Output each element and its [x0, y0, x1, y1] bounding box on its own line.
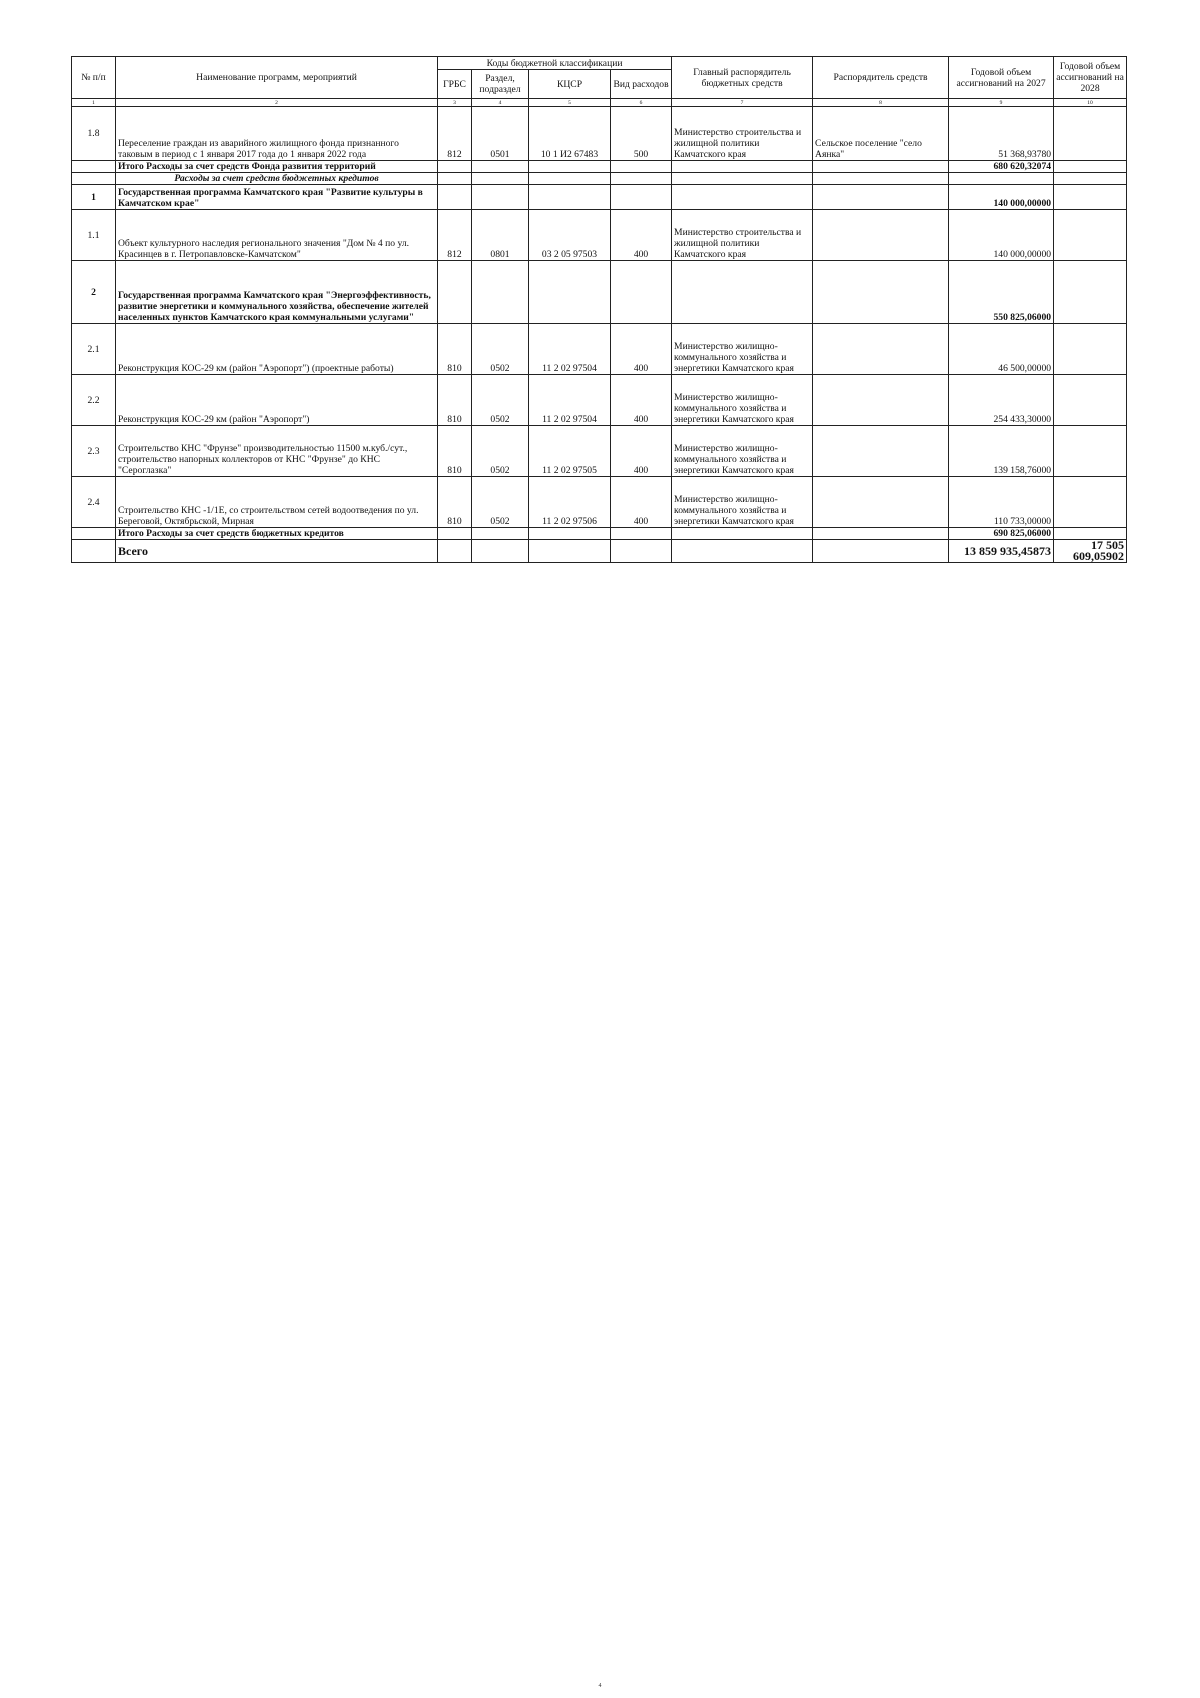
row-kcsr: 10 1 И2 67483 — [529, 107, 611, 161]
row-name: Переселение граждан из аварийного жилищного фонда признанного таковым в период с 1 января 2017 года до 1 января 2022 года — [116, 107, 438, 161]
grand-total-2027: 13 859 935,45873 — [949, 540, 1054, 563]
column-number: 3 — [438, 99, 472, 107]
table-row — [72, 477, 1127, 528]
header-2028: Годовой объем ассигнований на 2028 — [1054, 57, 1127, 99]
table-row — [72, 426, 1127, 477]
section-row — [72, 173, 1127, 185]
row-main-manager: Министерство строительства и жилищной политики Камчатского края — [672, 107, 813, 161]
row-2027: 140 000,00000 — [949, 210, 1054, 261]
subtotal-row — [72, 161, 1127, 173]
row-vid: 400 — [611, 477, 672, 528]
column-number: 10 — [1054, 99, 1127, 107]
row-razdel: 0502 — [472, 426, 529, 477]
row-grbs: 810 — [438, 477, 472, 528]
row-razdel: 0502 — [472, 324, 529, 375]
row-vid: 400 — [611, 426, 672, 477]
row-main-manager: Министерство жилищно-коммунального хозяйства и энергетики Камчатского края — [672, 375, 813, 426]
row-2027: 51 368,93780 — [949, 107, 1054, 161]
header-num: № п/п — [72, 57, 116, 99]
row-main-manager: Министерство строительства и жилищной политики Камчатского края — [672, 210, 813, 261]
grand-total-label: Всего — [116, 540, 438, 563]
grand-total-row — [72, 540, 1127, 563]
subtotal-label: Итого Расходы за счет средств бюджетных кредитов — [116, 528, 438, 540]
budget-table-sheet — [71, 56, 1126, 563]
row-2027: 139 158,76000 — [949, 426, 1054, 477]
row-2028 — [1054, 107, 1127, 161]
column-number: 4 — [472, 99, 529, 107]
subtotal-label: Итого Расходы за счет средств Фонда развития территорий — [116, 161, 438, 173]
row-num: 2.4 — [72, 477, 116, 528]
subtotal-2027: 690 825,06000 — [949, 528, 1054, 540]
row-name: Строительство КНС "Фрунзе" производительностью 11500 м.куб./сут., строительство напорных коллекторов от КНС "Фрунзе" до КНС "Сероглазка" — [116, 426, 438, 477]
header-name: Наименование программ, мероприятий — [116, 57, 438, 99]
header-razdel: Раздел, подраздел — [472, 70, 529, 99]
column-number: 9 — [949, 99, 1054, 107]
row-2027: 550 825,06000 — [949, 261, 1054, 324]
row-razdel: 0502 — [472, 477, 529, 528]
column-number: 6 — [611, 99, 672, 107]
row-num: 1.1 — [72, 210, 116, 261]
row-name: Объект культурного наследия регионального значения "Дом № 4 по ул. Красинцев в г. Петропавловске-Камчатском" — [116, 210, 438, 261]
row-name: Строительство КНС -1/1Е, со строительством сетей водоотведения по ул. Береговой, Октябрьской, Мирная — [116, 477, 438, 528]
row-num: 2.3 — [72, 426, 116, 477]
header-grbs: ГРБС — [438, 70, 472, 99]
column-number: 2 — [116, 99, 438, 107]
grand-total-2028: 17 505 609,05902 — [1054, 540, 1127, 563]
header-2027: Годовой объем ассигнований на 2027 — [949, 57, 1054, 99]
row-razdel: 0501 — [472, 107, 529, 161]
row-vid: 400 — [611, 210, 672, 261]
row-grbs: 810 — [438, 375, 472, 426]
row-vid: 400 — [611, 375, 672, 426]
row-grbs: 810 — [438, 426, 472, 477]
subtotal-2027: 680 620,32074 — [949, 161, 1054, 173]
row-grbs: 812 — [438, 210, 472, 261]
column-number-row — [72, 99, 1127, 107]
page-number: 4 — [598, 1683, 602, 1689]
row-name: Государственная программа Камчатского края "Развитие культуры в Камчатском крае" — [116, 185, 438, 210]
row-name: Государственная программа Камчатского края "Энергоэффективность, развитие энергетики и коммунального хозяйства, обеспечение жителей населенных пунктов Камчатского края коммунальными услугами" — [116, 261, 438, 324]
row-kcsr: 11 2 02 97504 — [529, 324, 611, 375]
table-row — [72, 324, 1127, 375]
row-num: 2 — [72, 261, 116, 324]
table-row — [72, 210, 1127, 261]
row-grbs: 810 — [438, 324, 472, 375]
row-kcsr: 11 2 02 97506 — [529, 477, 611, 528]
row-kcsr: 11 2 02 97505 — [529, 426, 611, 477]
row-razdel: 0801 — [472, 210, 529, 261]
table-row — [72, 107, 1127, 161]
row-2027: 110 733,00000 — [949, 477, 1054, 528]
row-num: 1 — [72, 185, 116, 210]
row-num: 2.1 — [72, 324, 116, 375]
row-manager: Сельское поселение "село Аянка" — [813, 107, 949, 161]
budget-allocation-table — [71, 56, 1127, 563]
row-num: 2.2 — [72, 375, 116, 426]
row-name: Реконструкция КОС-29 км (район "Аэропорт") — [116, 375, 438, 426]
row-main-manager: Министерство жилищно-коммунального хозяйства и энергетики Камчатского края — [672, 477, 813, 528]
subtotal-row — [72, 528, 1127, 540]
row-kcsr: 03 2 05 97503 — [529, 210, 611, 261]
row-main-manager: Министерство жилищно-коммунального хозяйства и энергетики Камчатского края — [672, 324, 813, 375]
row-razdel: 0502 — [472, 375, 529, 426]
table-row — [72, 375, 1127, 426]
column-number: 7 — [672, 99, 813, 107]
table-row — [72, 261, 1127, 324]
row-name: Реконструкция КОС-29 км (район "Аэропорт") (проектные работы) — [116, 324, 438, 375]
header-kcsr: КЦСР — [529, 70, 611, 99]
row-vid: 400 — [611, 324, 672, 375]
header-vid: Вид расходов — [611, 70, 672, 99]
row-grbs: 812 — [438, 107, 472, 161]
column-number: 8 — [813, 99, 949, 107]
row-vid: 500 — [611, 107, 672, 161]
row-2027: 46 500,00000 — [949, 324, 1054, 375]
section-label: Расходы за счет средств бюджетных кредитов — [116, 173, 438, 185]
row-main-manager: Министерство жилищно-коммунального хозяйства и энергетики Камчатского края — [672, 426, 813, 477]
header-manager: Распорядитель средств — [813, 57, 949, 99]
column-number: 1 — [72, 99, 116, 107]
row-kcsr: 11 2 02 97504 — [529, 375, 611, 426]
column-number: 5 — [529, 99, 611, 107]
row-2027: 254 433,30000 — [949, 375, 1054, 426]
row-2027: 140 000,00000 — [949, 185, 1054, 210]
header-codes: Коды бюджетной классификации — [438, 57, 672, 70]
row-num: 1.8 — [72, 107, 116, 161]
header-main-manager: Главный распорядитель бюджетных средств — [672, 57, 813, 99]
table-row — [72, 185, 1127, 210]
